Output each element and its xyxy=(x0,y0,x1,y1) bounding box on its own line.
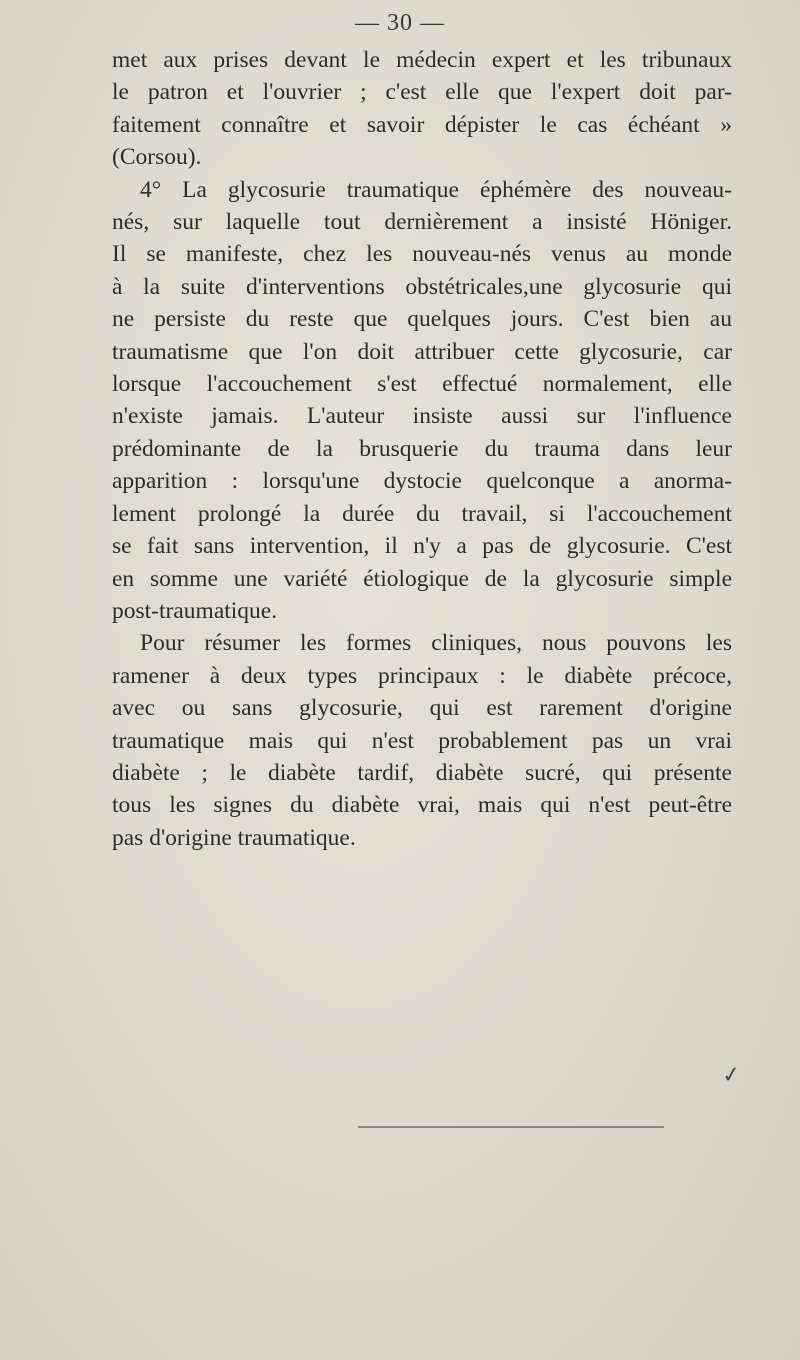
paragraph-start-line: 4° La glycosurie traumatique éphémère des nouveau- xyxy=(140,176,732,203)
text-line: avec ou sans glycosurie, qui est rarement d'origine xyxy=(112,695,732,722)
text-line: ramener à deux types principaux : le diabète précoce, xyxy=(112,662,732,689)
text-line: n'existe jamais. L'auteur insiste aussi sur l'influence xyxy=(112,403,732,430)
text-line: lement prolongé la durée du travail, si l'accouchement xyxy=(112,500,732,527)
text-line: nés, sur laquelle tout dernièrement a insisté Höniger. xyxy=(112,209,732,236)
body-text xyxy=(112,44,732,854)
text-line: se fait sans intervention, il n'y a pas de glycosurie. C'est xyxy=(112,533,732,560)
text-line: faitement connaître et savoir dépister le cas échéant » xyxy=(112,111,732,138)
horizontal-rule xyxy=(358,1126,664,1128)
text-line: met aux prises devant le médecin expert et les tribunaux xyxy=(112,47,732,73)
page-number: — 30 — xyxy=(355,10,445,36)
text-line: traumatique mais qui n'est probablement pas un vrai xyxy=(112,727,732,754)
text-line: traumatisme que l'on doit attribuer cette glycosurie, car xyxy=(112,338,732,365)
text-line: prédominante de la brusquerie du trauma dans leur xyxy=(112,435,732,462)
text-line: tous les signes du diabète vrai, mais qui n'est peut-être xyxy=(112,792,732,819)
text-line: le patron et l'ouvrier ; c'est elle que l'expert doit par- xyxy=(112,79,732,106)
text-line: à la suite d'interventions obstétricales,une glycosurie qui xyxy=(112,273,732,300)
text-line: Il se manifeste, chez les nouveau-nés venus au monde xyxy=(112,241,732,268)
text-line: diabète ; le diabète tardif, diabète sucré, qui présente xyxy=(112,759,732,786)
text-line: apparition : lorsqu'une dystocie quelconque a anorma- xyxy=(112,468,732,495)
text-line: pas d'origine traumatique. xyxy=(112,824,356,851)
text-line: lorsque l'accouchement s'est effectué normalement, elle xyxy=(112,371,732,398)
check-mark-icon: ✓ xyxy=(720,1060,743,1089)
text-line: ne persiste du reste que quelques jours. C'est bien au xyxy=(112,306,732,333)
paragraph-start-line: Pour résumer les formes cliniques, nous pouvons les xyxy=(140,630,732,657)
text-line: en somme une variété étiologique de la glycosurie simple xyxy=(112,565,732,592)
text-line: post-traumatique. xyxy=(112,597,278,624)
text-line: (Corsou). xyxy=(112,144,202,171)
